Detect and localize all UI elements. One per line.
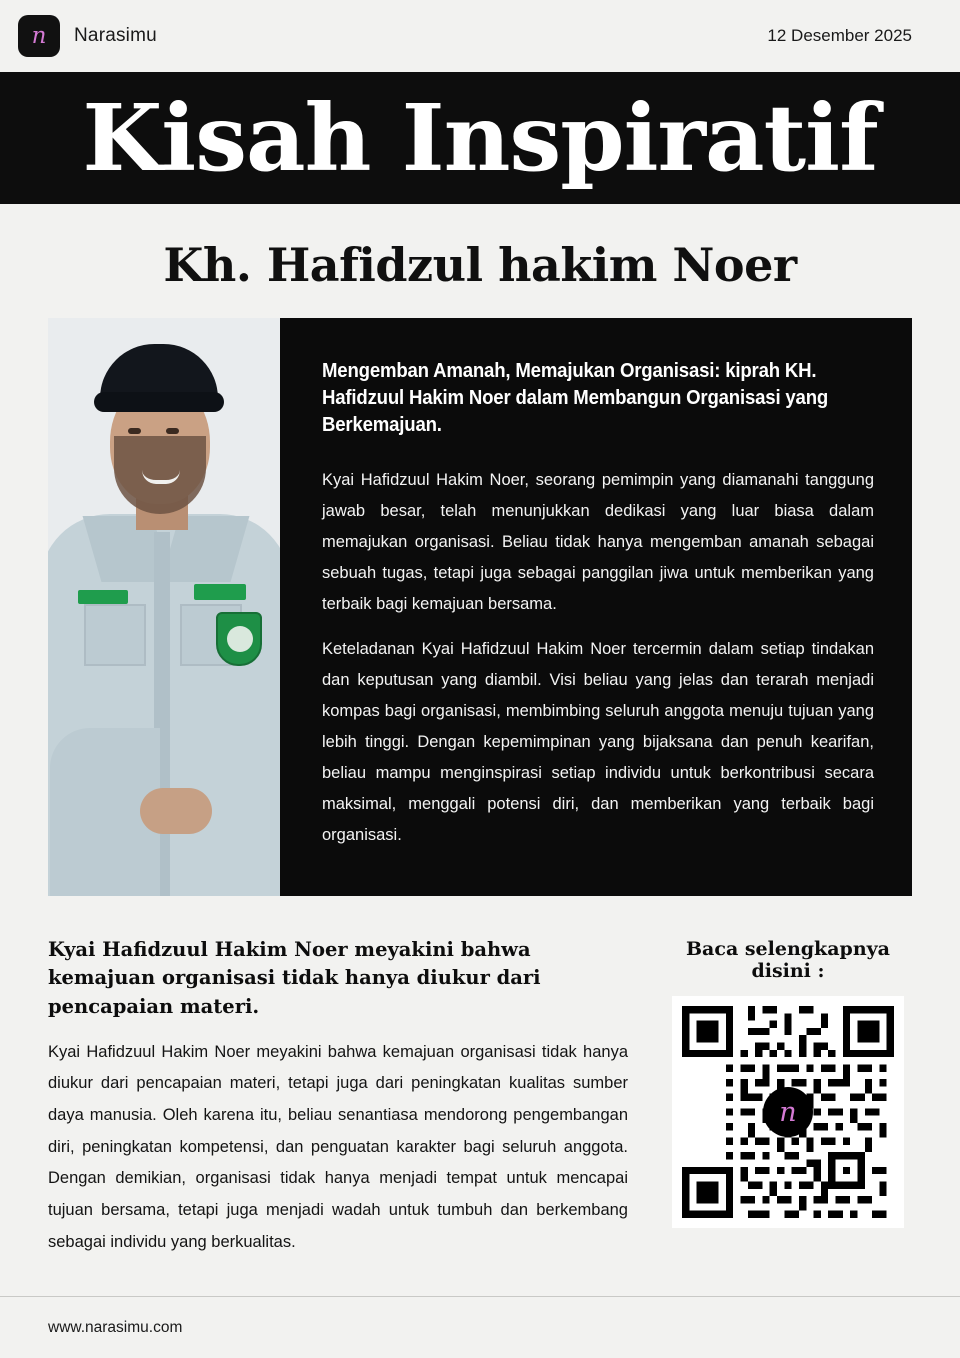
subject-name: Kh. Hafidzul hakim Noer [163,238,797,292]
brand-name: Narasimu [74,25,157,46]
portrait-photo [48,318,280,896]
masthead-title: Kisah Inspiratif [82,84,878,192]
article-title: Mengemban Amanah, Memajukan Organisasi: kiprah KH. Hafidzuul Hakim Noer dalam Membangun Organisasi yang Berkemajuan. [322,360,829,436]
article-panel [280,318,912,896]
qr-code[interactable] [672,996,904,1228]
narasimu-logo-icon [18,15,60,57]
article-paragraph-1: Kyai Hafidzuul Hakim Noer, seorang pemimpin yang diamanahi tanggung jawab besar, telah menunjukkan dedikasi yang luar biasa dalam memajukan organisasi. Beliau tidak hanya mengemban amanah sebagai sebuah tugas, tetapi juga sebagai panggilan jiwa untuk memberikan yang terbaik bagi kemajuan bersama. [322,471,874,614]
footer-website[interactable]: www.narasimu.com [48,1318,183,1336]
lower-section [28,936,912,1259]
pull-quote: Kyai Hafidzuul Hakim Noer meyakini bahwa kemajuan organisasi tidak hanya diukur dari pencapaian materi. [48,938,541,1018]
logo-glyph: n [31,22,47,49]
masthead [0,72,960,204]
qr-label: Baca selengkapnya disini : [686,938,890,982]
brand [18,15,157,57]
lower-text-column [28,936,628,1259]
qr-logo-icon [763,1087,813,1137]
headline [0,204,960,318]
lower-body-text: Kyai Hafidzuul Hakim Noer meyakini bahwa kemajuan organisasi tidak hanya diukur dari pencapaian materi, tetapi juga dari peningkatan kualitas sumber daya manusia. Oleh karena itu, beliau senantiasa mendorong pengembangan diri, peningkatan kompetensi, dan penguatan karakter bagi seluruh anggota. Dengan demikian, organisasi tidak hanya menjadi tempat untuk mencapai tujuan bersama, tetapi juga menjadi wadah untuk tumbuh dan berkembang sebagai individu yang berkualitas. [48,1042,628,1251]
issue-date: 12 Desember 2025 [767,26,912,45]
top-bar [0,0,960,72]
article-paragraph-2: Keteladanan Kyai Hafidzuul Hakim Noer tercermin dalam setiap tindakan dan keputusan yang diambil. Visi beliau yang jelas dan terarah menjadi kompas bagi organisasi, membimbing seluruh anggota menuju tujuan yang lebih tinggi. Dengan kepemimpinan yang bijaksana dan penuh kearifan, beliau mampu menginspirasi setiap individu untuk berkontribusi secara maksimal, menggali potensi diri, dan memberikan yang terbaik bagi organisasi. [322,640,874,845]
qr-logo-glyph: n [779,1096,797,1128]
qr-column [664,936,912,1259]
footer [0,1296,960,1358]
feature-block [48,318,912,908]
